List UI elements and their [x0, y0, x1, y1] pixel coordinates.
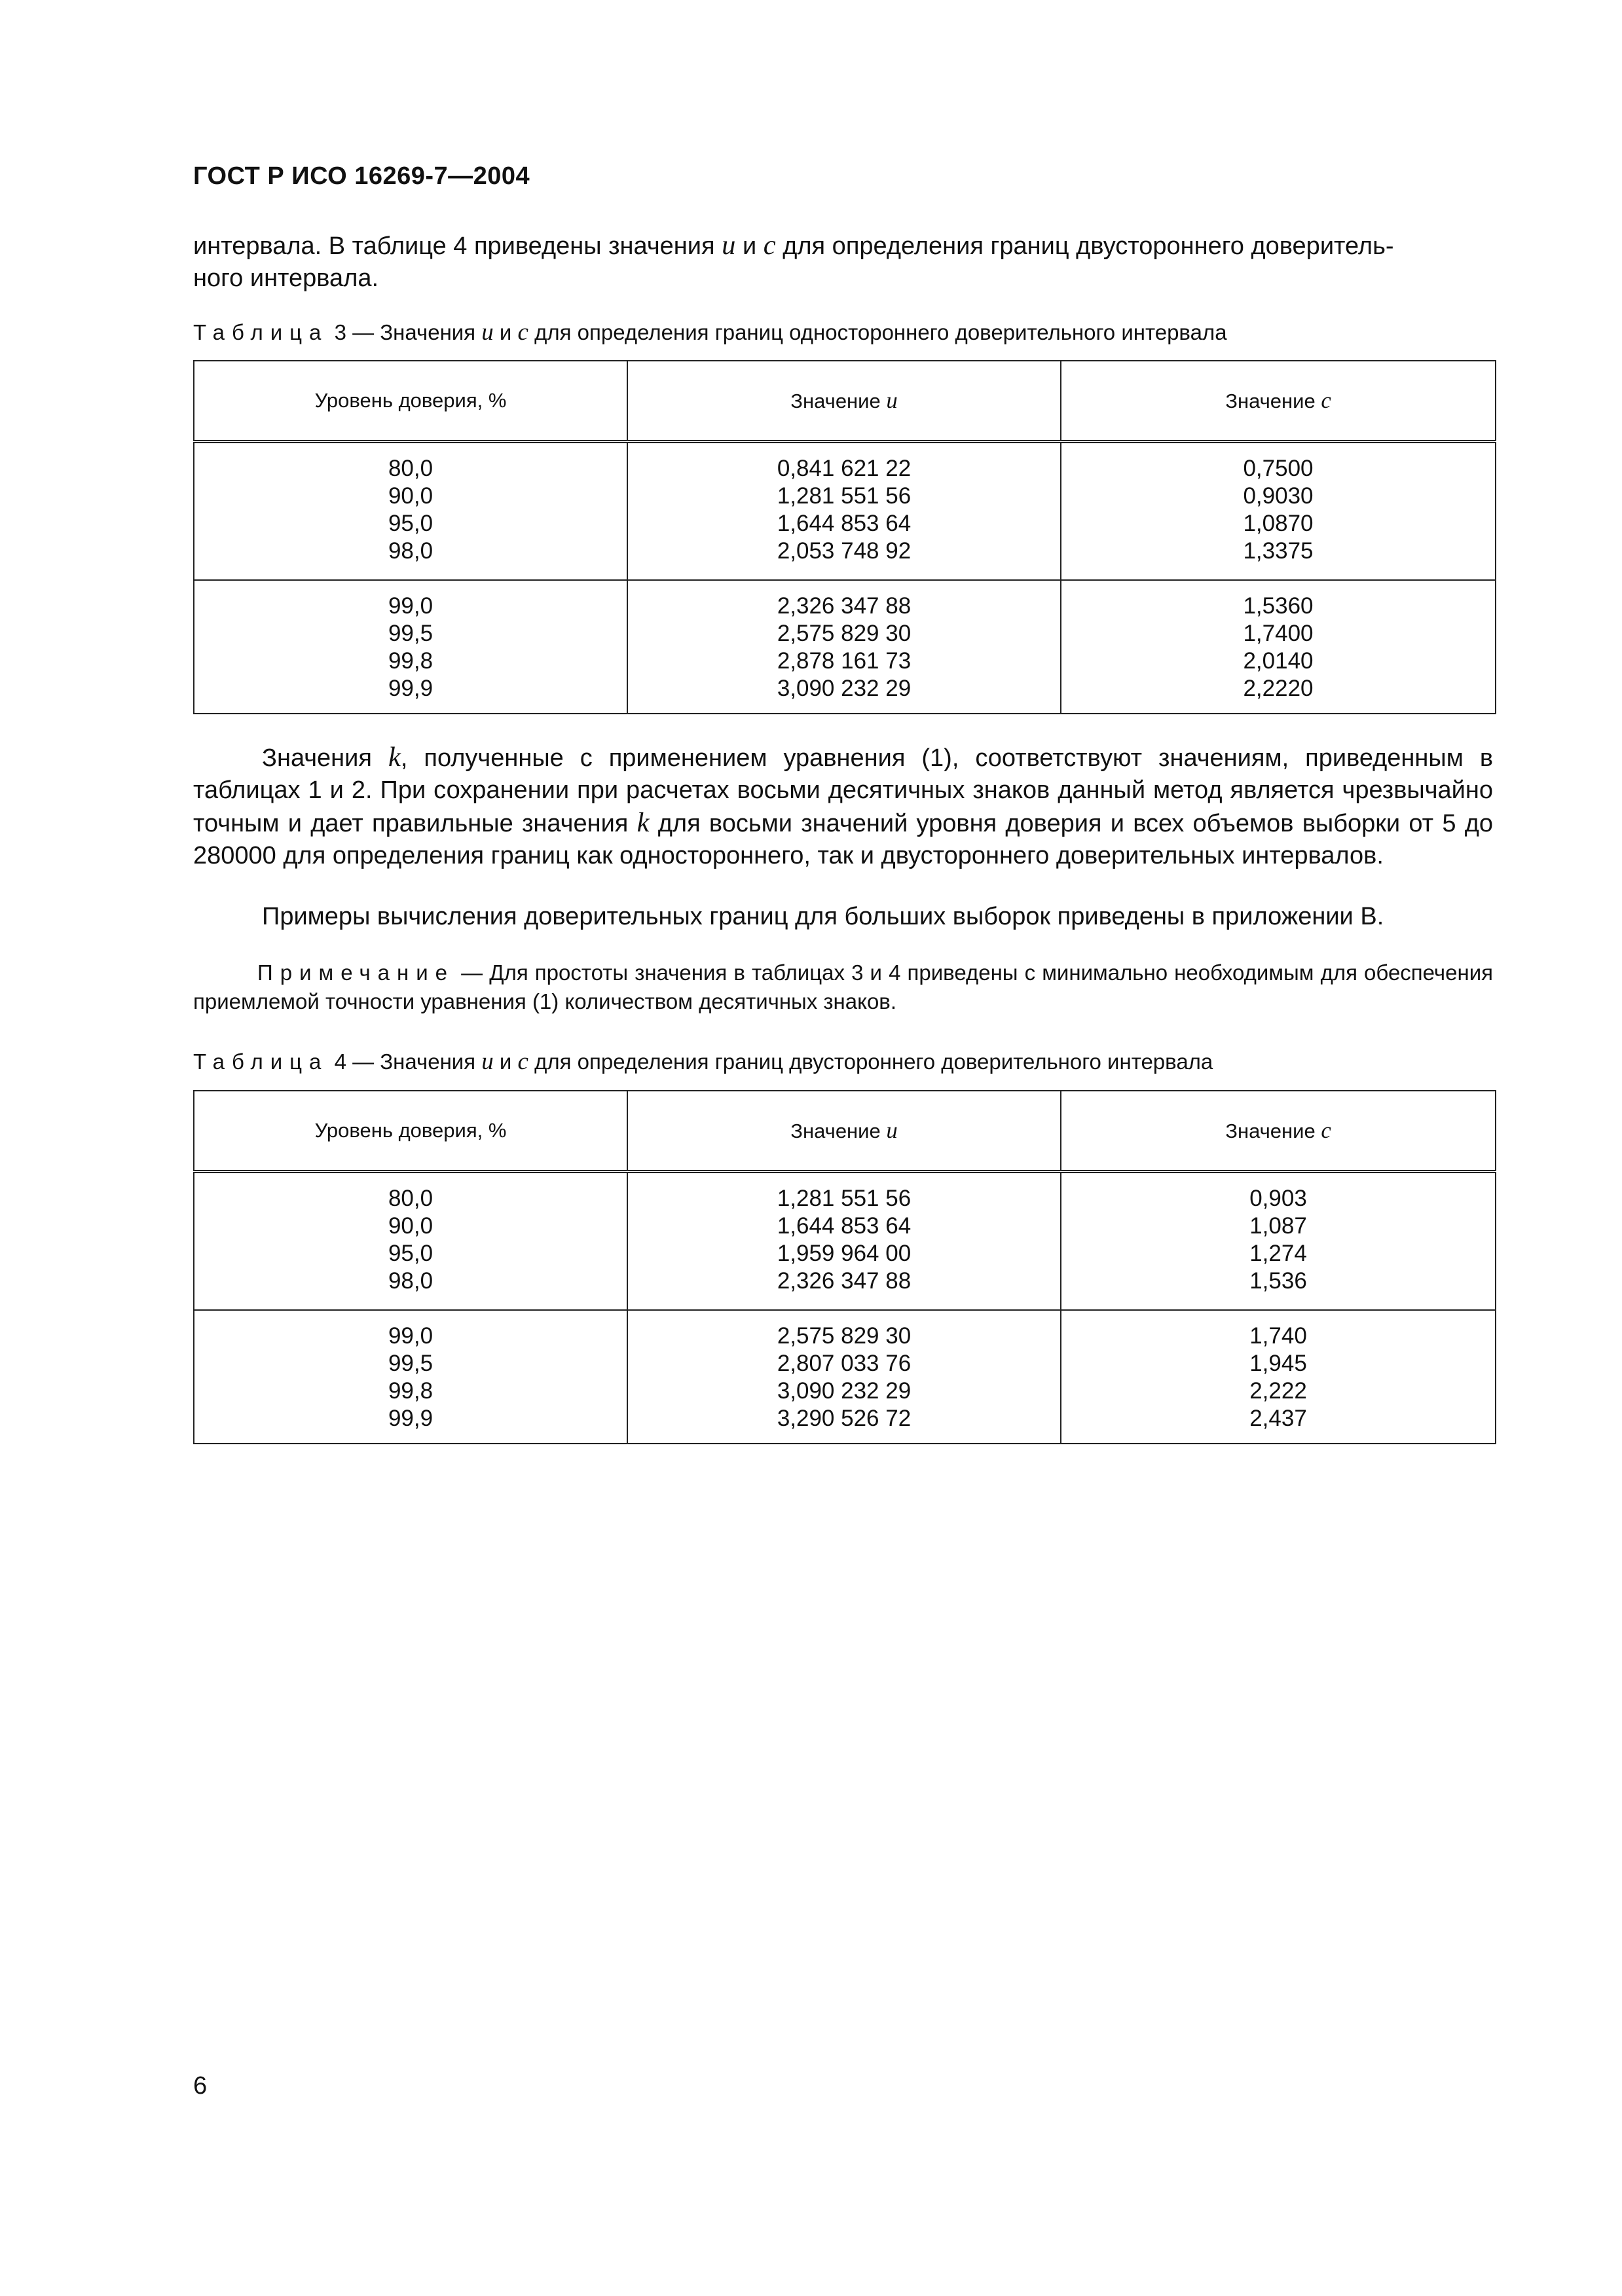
table4-group1-c [1061, 1172, 1496, 1311]
intro-paragraph [193, 229, 1493, 295]
intro-text-a: интервала. В таблице 4 приведены значения [193, 232, 722, 260]
table3-caption-rest: для определения границ одностороннего доверительного интервала [528, 320, 1227, 344]
table-cell: 95,0 [388, 1241, 433, 1266]
table3-group1-u [627, 442, 1061, 581]
table4-caption-rest: для определения границ двустороннего доверительного интервала [528, 1049, 1213, 1074]
table3-header-c [1061, 361, 1496, 442]
table-cell: 99,0 [388, 1323, 433, 1349]
table3-group2-level [194, 580, 627, 714]
note-label: Примечание [257, 960, 455, 985]
table-cell: 1,3375 [1243, 538, 1314, 564]
table-cell: 2,0140 [1243, 648, 1314, 674]
body-paragraph-2 [193, 901, 1493, 933]
table3-group2-row [194, 580, 1496, 714]
body-paragraph-1 [193, 741, 1493, 872]
table-3 [193, 360, 1496, 714]
table4-caption-label: Таблица [193, 1049, 329, 1074]
table-cell: 1,5360 [1243, 593, 1314, 619]
table3-caption [193, 318, 1493, 346]
table4-group2-row [194, 1310, 1496, 1444]
table3-caption-u: u [481, 318, 494, 345]
table4-header-c [1061, 1091, 1496, 1172]
table4-header-u [627, 1091, 1061, 1172]
table4-caption-mid: и [493, 1049, 518, 1074]
header-c-prefix: Значение [1225, 390, 1321, 412]
header-c-var: c [1321, 1118, 1331, 1143]
table-cell: 98,0 [388, 538, 433, 564]
header-c-prefix: Значение [1225, 1120, 1321, 1142]
table-cell: 1,740 [1249, 1323, 1307, 1349]
table-cell: 2,807 033 76 [777, 1351, 912, 1376]
table-cell: 2,326 347 88 [777, 1268, 912, 1294]
table4-group2-level [194, 1310, 627, 1444]
body-p1-b: , полученные с применением уравнения (1), соответствуют значениям, приведенным в таблицах 1 и 2. При сохранении при расчетах восьми десятичных знаков данный метод является чрезвычайно точным и дает правильные значения [193, 744, 1494, 837]
table3-caption-label: Таблица [193, 320, 329, 344]
table-cell: 90,0 [388, 483, 433, 509]
var-k: k [388, 742, 401, 773]
table-cell: 1,281 551 56 [777, 1186, 912, 1211]
table4-group2-u [627, 1310, 1061, 1444]
table-cell: 2,878 161 73 [777, 648, 912, 674]
table-cell: 99,9 [388, 676, 433, 701]
table4-header-row [194, 1091, 1496, 1172]
table4-caption-c: c [517, 1048, 528, 1074]
header-c-var: c [1321, 388, 1331, 413]
table3-group1-row [194, 442, 1496, 581]
table-cell: 0,841 621 22 [777, 456, 912, 481]
table3-header-u [627, 361, 1061, 442]
table4-caption-u: u [481, 1048, 494, 1074]
table-cell: 1,281 551 56 [777, 483, 912, 509]
table-cell: 2,053 748 92 [777, 538, 912, 564]
header-u-var: u [886, 388, 898, 413]
document-header: ГОСТ Р ИСО 16269-7—2004 [193, 162, 530, 190]
intro-text-mid: и [735, 232, 764, 260]
table-cell: 1,644 853 64 [777, 1213, 912, 1239]
table-cell: 2,575 829 30 [777, 621, 912, 646]
table3-header-level: Уровень доверия, % [194, 361, 627, 442]
table-cell: 0,903 [1249, 1186, 1307, 1211]
table3-caption-c: c [517, 318, 528, 345]
body-p2: Примеры вычисления доверительных границ для больших выборок приведены в приложении В. [262, 903, 1384, 930]
table-cell: 1,644 853 64 [777, 511, 912, 536]
header-u-prefix: Значение [790, 1120, 887, 1142]
table-cell: 1,945 [1249, 1351, 1307, 1376]
header-u-prefix: Значение [790, 390, 887, 412]
table3-caption-num: 3 — Значения [334, 320, 482, 344]
table-cell: 98,0 [388, 1268, 433, 1294]
table-cell: 2,437 [1249, 1406, 1307, 1431]
table-cell: 0,9030 [1243, 483, 1314, 509]
table-cell: 3,090 232 29 [777, 676, 912, 701]
table4-caption-num: 4 — Значения [334, 1049, 482, 1074]
table-cell: 1,087 [1249, 1213, 1307, 1239]
table-cell: 1,0870 [1243, 511, 1314, 536]
table-cell: 2,222 [1249, 1378, 1307, 1404]
table-cell: 95,0 [388, 511, 433, 536]
table-cell: 1,274 [1249, 1241, 1307, 1266]
intro-text-line2: ного интервала. [193, 264, 379, 292]
table3-caption-mid: и [493, 320, 518, 344]
body-p1-a: Значения [262, 744, 388, 772]
body-p1-c: для восьми значений уровня доверия и всех объемов выборки от 5 до 280000 для определения границ как одностороннего, так и двустороннего доверительных интервалов. [193, 810, 1493, 869]
var-c: c [763, 230, 776, 261]
table4-group1-level [194, 1172, 627, 1311]
table4-header-level: Уровень доверия, % [194, 1091, 627, 1172]
table-cell: 3,290 526 72 [777, 1406, 912, 1431]
table-cell: 1,959 964 00 [777, 1241, 912, 1266]
note [193, 958, 1493, 1016]
table-cell: 99,8 [388, 1378, 433, 1404]
table-cell: 1,7400 [1243, 621, 1314, 646]
table-cell: 80,0 [388, 1186, 433, 1211]
note-text: — Для простоты значения в таблицах 3 и 4 приведены с минимально необходимым для обеспечения приемлемой точности уравнения (1) количеством десятичных знаков. [193, 960, 1493, 1013]
table-cell: 99,0 [388, 593, 433, 619]
table3-group1-level [194, 442, 627, 581]
table-cell: 2,326 347 88 [777, 593, 912, 619]
var-u: u [722, 230, 736, 261]
table-cell: 2,2220 [1243, 676, 1314, 701]
table-cell: 0,7500 [1243, 456, 1314, 481]
table-cell: 99,8 [388, 648, 433, 674]
table-cell: 99,9 [388, 1406, 433, 1431]
var-k: k [636, 807, 650, 838]
intro-text-b: для определения границ двустороннего доверитель- [775, 232, 1394, 260]
table4-group2-c [1061, 1310, 1496, 1444]
table-cell: 99,5 [388, 621, 433, 646]
table4-group1-u [627, 1172, 1061, 1311]
table4-caption [193, 1048, 1493, 1076]
table4-group1-row [194, 1172, 1496, 1311]
table-4 [193, 1090, 1496, 1444]
table-cell: 90,0 [388, 1213, 433, 1239]
table-cell: 2,575 829 30 [777, 1323, 912, 1349]
table-cell: 1,536 [1249, 1268, 1307, 1294]
table3-group2-u [627, 580, 1061, 714]
table-cell: 80,0 [388, 456, 433, 481]
table-cell: 3,090 232 29 [777, 1378, 912, 1404]
page-number: 6 [193, 2072, 208, 2100]
table3-group2-c [1061, 580, 1496, 714]
header-u-var: u [886, 1118, 898, 1143]
table-cell: 99,5 [388, 1351, 433, 1376]
table3-group1-c [1061, 442, 1496, 581]
table3-header-row [194, 361, 1496, 442]
